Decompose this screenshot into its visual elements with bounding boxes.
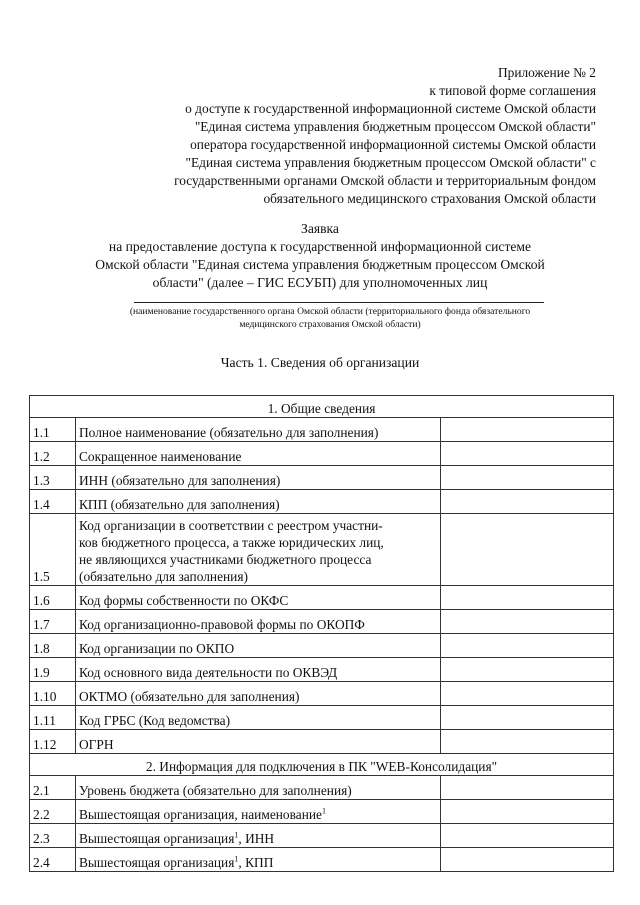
row-value-cell[interactable] [441, 634, 614, 658]
appendix-line: обязательного медицинского страхования Омской области [263, 191, 596, 206]
row-value-cell[interactable] [441, 824, 614, 848]
table-row [30, 634, 614, 658]
row-number: 1.6 [30, 586, 76, 610]
table-row [30, 514, 614, 586]
row-label: Код формы собственности по ОКФС [76, 586, 441, 610]
row-label [76, 800, 441, 824]
appendix-header [76, 64, 596, 208]
row-number: 1.5 [30, 514, 76, 586]
request-line: области" (далее – ГИС ЕСУБП) для уполномоченных лиц [152, 275, 488, 290]
section-row [30, 754, 614, 776]
table-row [30, 442, 614, 466]
row-label [76, 514, 441, 586]
appendix-line: о доступе к государственной информационной системе Омской области [185, 101, 596, 116]
row-label-line: (обязательно для заполнения) [79, 569, 248, 584]
row-label [76, 824, 441, 848]
row-label-line: Код организации в соответствии с реестром участни- [79, 518, 383, 533]
footnote-mark: 1 [234, 854, 239, 864]
request-line: Омской области "Единая система управления бюджетным процессом Омской [95, 257, 545, 272]
row-number: 1.3 [30, 466, 76, 490]
row-number: 1.2 [30, 442, 76, 466]
section-row [30, 396, 614, 418]
row-label: Код основного вида деятельности по ОКВЭД [76, 658, 441, 682]
row-value-cell[interactable] [441, 442, 614, 466]
table-row [30, 706, 614, 730]
caption-line: медицинского страхования Омской области) [239, 319, 421, 330]
row-number: 1.9 [30, 658, 76, 682]
row-label-line: ков бюджетного процесса, а также юридических лиц, [79, 535, 384, 550]
row-label-suffix: , ИНН [238, 831, 275, 846]
row-value-cell[interactable] [441, 490, 614, 514]
row-value-cell[interactable] [441, 776, 614, 800]
row-number: 1.4 [30, 490, 76, 514]
organization-name-caption [60, 305, 600, 331]
table-row [30, 776, 614, 800]
row-number: 2.2 [30, 800, 76, 824]
appendix-line: "Единая система управления бюджетным процессом Омской области" [194, 119, 596, 134]
row-label: ИНН (обязательно для заполнения) [76, 466, 441, 490]
table-row [30, 418, 614, 442]
request-line: на предоставление доступа к государственной информационной системе [108, 239, 532, 254]
row-value-cell[interactable] [441, 610, 614, 634]
table-row [30, 586, 614, 610]
appendix-line: к типовой форме соглашения [429, 83, 596, 98]
table-row [30, 800, 614, 824]
row-label [76, 848, 441, 872]
row-label-line: не являющихся участниками бюджетного процесса [79, 552, 372, 567]
row-label-text: Вышестоящая организация, наименование [79, 807, 322, 822]
row-number: 1.1 [30, 418, 76, 442]
appendix-line: Приложение № 2 [497, 65, 596, 80]
row-label: Сокращенное наименование [76, 442, 441, 466]
row-value-cell[interactable] [441, 682, 614, 706]
row-number: 1.11 [30, 706, 76, 730]
table-row [30, 682, 614, 706]
row-number: 1.12 [30, 730, 76, 754]
organization-info-table [29, 395, 614, 872]
row-value-cell[interactable] [441, 800, 614, 824]
row-number: 1.7 [30, 610, 76, 634]
row-label-text: Вышестоящая организация [79, 831, 235, 846]
appendix-line: "Единая система управления бюджетным процессом Омской области" с [185, 155, 596, 170]
table-row [30, 730, 614, 754]
row-value-cell[interactable] [441, 466, 614, 490]
table-row [30, 824, 614, 848]
row-value-cell[interactable] [441, 848, 614, 872]
row-label-text: Вышестоящая организация [79, 855, 235, 870]
row-label: ОГРН [76, 730, 441, 754]
row-value-cell[interactable] [441, 730, 614, 754]
row-number: 2.4 [30, 848, 76, 872]
appendix-line: государственными органами Омской области и территориальным фондом [174, 173, 596, 188]
row-value-cell[interactable] [441, 658, 614, 682]
footnote-mark: 1 [234, 830, 239, 840]
row-label-suffix: , КПП [238, 855, 274, 870]
part-title: Часть 1. Сведения об организации [220, 355, 420, 370]
table-row [30, 658, 614, 682]
request-heading [40, 220, 600, 292]
section-title-general: 1. Общие сведения [30, 396, 614, 418]
table-row [30, 848, 614, 872]
row-label: Полное наименование (обязательно для заполнения) [76, 418, 441, 442]
row-label: Код организации по ОКПО [76, 634, 441, 658]
row-value-cell[interactable] [441, 586, 614, 610]
row-value-cell[interactable] [441, 418, 614, 442]
row-value-cell[interactable] [441, 514, 614, 586]
row-value-cell[interactable] [441, 706, 614, 730]
row-number: 1.8 [30, 634, 76, 658]
caption-line: (наименование государственного органа Омской области (территориального фонда обязательного [129, 306, 531, 317]
row-number: 2.1 [30, 776, 76, 800]
row-label: ОКТМО (обязательно для заполнения) [76, 682, 441, 706]
table-row [30, 466, 614, 490]
footnote-mark: 1 [322, 806, 326, 816]
row-label: КПП (обязательно для заполнения) [76, 490, 441, 514]
section-title-connection: 2. Информация для подключения в ПК "WEB-Консолидация" [30, 754, 614, 776]
appendix-line: оператора государственной информационной системы Омской области [190, 137, 596, 152]
row-number: 2.3 [30, 824, 76, 848]
organization-name-line [134, 302, 544, 303]
table-row [30, 610, 614, 634]
row-label: Код ГРБС (Код ведомства) [76, 706, 441, 730]
request-title: Заявка [301, 221, 339, 236]
row-number: 1.10 [30, 682, 76, 706]
row-label: Уровень бюджета (обязательно для заполнения) [76, 776, 441, 800]
table-row [30, 490, 614, 514]
row-label: Код организационно-правовой формы по ОКОПФ [76, 610, 441, 634]
